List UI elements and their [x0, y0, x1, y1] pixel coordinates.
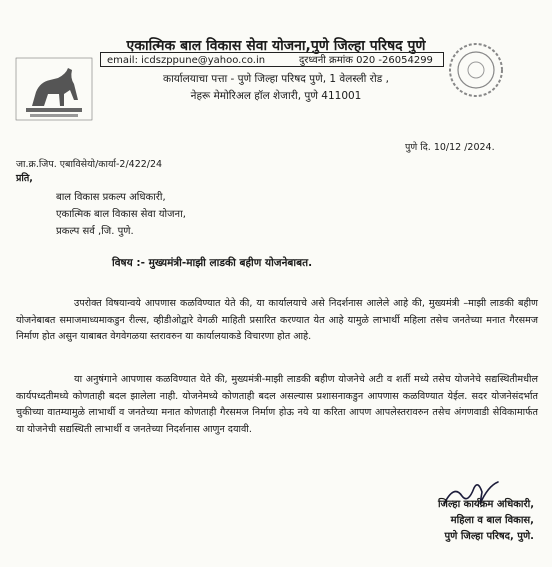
signatory-line: महिला व बाल विकास,: [450, 515, 534, 526]
recipient-line: प्रकल्प सर्व ,जि. पुणे.: [56, 226, 134, 237]
salutation-prati: प्रति,: [16, 173, 33, 184]
signatory-line: पुणे जिल्हा परिषद, पुणे.: [444, 531, 534, 542]
recipient-line: बाल विकास प्रकल्प अधिकारी,: [56, 192, 166, 203]
body-paragraph: उपरोक्त विषयान्वये आपणास कळविण्यात येते की, या कार्यालयाचे असे निदर्शनास आलेले आहे की, मुख्यमंत्री –माझी लाडकी बहीण योजनेबाबत समाजमाध्यमाकडुन रील्स, व्हीडीओद्वारे वेगळी माहिती प्रसारित करण्यात येत आहे यामुळे लाभार्थी महिला तसेच जनतेच्या मनात गैरसमज निर्माण होत असुन याबाबत वेगवेगळया स्तरावरुन या कार्यालयाकडे विचारणा होत आहे.: [16, 298, 538, 343]
contact-box: [100, 52, 444, 67]
seal-icon: [446, 40, 506, 100]
body-paragraph: या अनुषंगाने आपणास कळविण्यात येते की, मुख्यमंत्री-माझी लाडकी बहीण योजनेचे अटी व शर्ती मध्ये तसेच योजनेचे सद्यस्थितीमधील कार्यपध्दतीमध्ये कोणताही बदल झालेला नाही. योजनेमध्ये कोणताही बदल असल्यास प्रशासनाकडुन आपणास कळविण्यात येईल. सदर योजनेसंदर्भात चुकीच्या वातम्यामुळे लाभार्थी व जनतेच्या मनात कोणताही गैरसमज निर्माण होऊ नये या करिता आपण आपलेस्तरावरुन तसेच अंगणवाडी सेविकामार्फत या योजनेची सद्यस्थिती लाभार्थी व जनतेच्या निदर्शनास आणुन दयावी.: [16, 374, 538, 435]
phone-text: दुरध्वनी क्रमांक 020 -26054299: [299, 55, 433, 66]
subject-line: विषय :- मुख्यमंत्री-माझी लाडकी बहीण योजनेबाबत.: [112, 257, 313, 269]
letter-date: पुणे दि. 10/12 /2024.: [405, 142, 495, 153]
email-text: email: icdszppune@yahoo.co.in: [107, 55, 266, 66]
recipient-line: एकात्मिक बाल विकास सेवा योजना,: [56, 209, 186, 220]
reference-number: जा.क्र.जिप. एबाविसेयो/कार्या-2/422/24: [16, 159, 163, 170]
address-line-2: नेहरू मेमोरिअल हॉल शेजारी, पुणे 411001: [190, 90, 362, 102]
signatory-line: जिल्हा कार्यक्रम अधिकारी,: [437, 499, 534, 510]
office-title: एकात्मिक बाल विकास सेवा योजना,पुणे जिल्हा परिषद पुणे: [126, 38, 426, 54]
address-line-1: कार्यालयाचा पत्ता - पुणे जिल्हा परिषद पुणे, 1 वेलस्ली रोड ,: [163, 73, 389, 85]
